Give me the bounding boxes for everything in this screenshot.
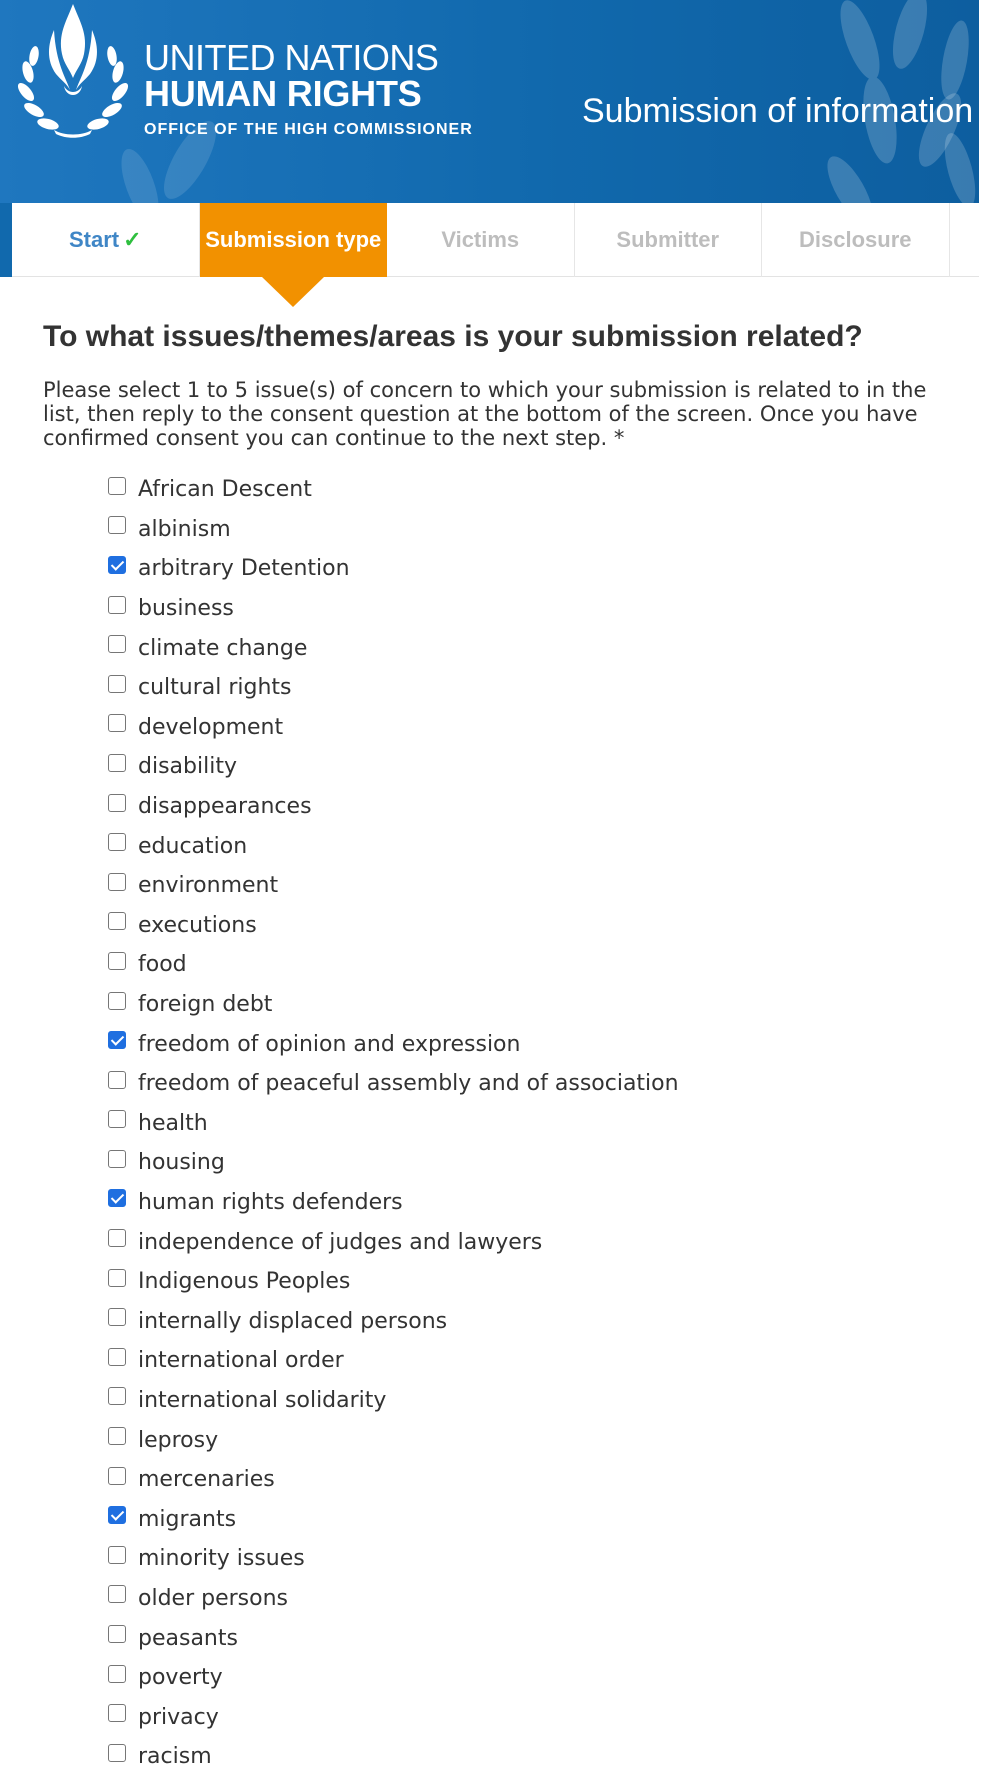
issue-option[interactable] [108,1301,968,1341]
question-heading: To what issues/themes/areas is your submission related? [43,320,863,353]
issue-checkbox[interactable] [108,1308,126,1326]
issue-label[interactable]: foreign debt [138,992,273,1018]
issue-checkbox[interactable] [108,1269,126,1287]
issue-checkbox[interactable] [108,1348,126,1366]
instructions-text: Please select 1 to 5 issue(s) of concern to which your submission is related to in the list, then reply to the consent question at the bottom of the screen. Once you have confirmed consent you can continue to the next step. * [43,378,927,450]
issue-label[interactable]: development [138,714,284,740]
issue-checkbox[interactable] [108,1625,126,1643]
issue-checkbox[interactable] [108,1031,126,1049]
issue-checkbox[interactable] [108,1585,126,1603]
issue-label[interactable]: housing [138,1150,225,1176]
issue-label[interactable]: migrants [138,1506,237,1532]
issue-checkbox[interactable] [108,754,126,772]
issue-label[interactable]: independence of judges and lawyers [138,1229,543,1255]
issue-checkbox[interactable] [108,992,126,1010]
issue-label[interactable]: minority issues [138,1546,305,1572]
tab-submission-type[interactable] [200,203,388,277]
issue-option[interactable] [108,628,968,668]
issue-option[interactable] [108,470,968,510]
issue-option[interactable] [108,1064,968,1104]
tab-label: Disclosure [799,227,912,252]
issue-label[interactable]: health [138,1110,208,1136]
issue-checkbox[interactable] [108,1704,126,1722]
issue-label[interactable]: disappearances [138,794,312,820]
tab-submitter[interactable] [575,203,763,277]
issue-checkbox[interactable] [108,912,126,930]
issue-label[interactable]: food [138,952,187,978]
issue-label[interactable]: business [138,596,234,622]
tab-label: Start [68,227,120,252]
issue-checkbox[interactable] [108,1150,126,1168]
issue-option[interactable] [108,906,968,946]
issue-label[interactable]: arbitrary Detention [138,556,350,582]
issue-checkbox[interactable] [108,714,126,732]
issue-checkbox[interactable] [108,556,126,574]
issue-option[interactable] [108,1341,968,1381]
issue-option[interactable] [108,589,968,629]
issue-checkbox[interactable] [108,1229,126,1247]
issue-checkbox[interactable] [108,1189,126,1207]
issue-label[interactable]: climate change [138,635,308,661]
issue-checkbox[interactable] [108,833,126,851]
issue-option[interactable] [108,1499,968,1539]
issue-option[interactable] [108,747,968,787]
logo-line-united-nations: UNITED NATIONS [144,37,439,78]
issue-option[interactable] [108,1143,968,1183]
issue-label[interactable]: cultural rights [138,675,292,701]
issue-option[interactable] [108,708,968,748]
issue-option[interactable] [108,1618,968,1658]
issue-checkbox[interactable] [108,1506,126,1524]
issue-checkbox[interactable] [108,635,126,653]
issue-option[interactable] [108,1460,968,1500]
logo-line-office: OFFICE OF THE HIGH COMMISSIONER [144,121,473,138]
issue-option[interactable] [108,826,968,866]
issue-option[interactable] [108,1024,968,1064]
issue-label[interactable]: peasants [138,1625,238,1651]
issue-checkbox[interactable] [108,1744,126,1762]
issue-label[interactable]: education [138,833,248,859]
issue-checkbox[interactable] [108,952,126,970]
issue-checkbox[interactable] [108,1427,126,1445]
issue-option[interactable] [108,668,968,708]
issue-option[interactable] [108,985,968,1025]
issue-option[interactable] [108,549,968,589]
wizard-steps [12,203,979,277]
issue-checkbox[interactable] [108,1071,126,1089]
issue-label[interactable]: racism [138,1744,212,1770]
issue-label[interactable]: environment [138,873,279,899]
issue-checkbox[interactable] [108,516,126,534]
issue-option[interactable] [108,1104,968,1144]
issue-label[interactable]: internally displaced persons [138,1308,448,1334]
issue-option[interactable] [108,510,968,550]
logo-line-human-rights: HUMAN RIGHTS [144,73,422,114]
issue-option[interactable] [108,1579,968,1619]
issue-label[interactable]: disability [138,754,237,780]
issue-option[interactable] [108,1697,968,1737]
issue-checkbox-list [108,470,968,1777]
issue-checkbox[interactable] [108,873,126,891]
issue-option[interactable] [108,1420,968,1460]
issue-option[interactable] [108,1737,968,1777]
issue-label[interactable]: freedom of opinion and expression [138,1031,521,1057]
issue-checkbox[interactable] [108,596,126,614]
issue-checkbox[interactable] [108,1387,126,1405]
tab-label: Victims [441,227,520,252]
issue-label[interactable]: African Descent [138,477,312,503]
issue-label[interactable]: international order [138,1348,344,1374]
issue-label[interactable]: Indigenous Peoples [138,1269,351,1295]
issue-label[interactable]: albinism [138,516,231,542]
issue-option[interactable] [108,1381,968,1421]
issue-label[interactable]: privacy [138,1704,219,1730]
issue-checkbox[interactable] [108,1665,126,1683]
issue-option[interactable] [108,1539,968,1579]
issue-checkbox[interactable] [108,675,126,693]
issue-option[interactable] [108,1183,968,1223]
issue-checkbox[interactable] [108,477,126,495]
site-header [0,0,979,203]
issue-option[interactable] [108,1658,968,1698]
tab-start[interactable] [12,203,200,277]
issue-option[interactable] [108,1222,968,1262]
issue-label[interactable]: mercenaries [138,1467,275,1493]
un-human-rights-emblem-icon [14,0,132,140]
issue-checkbox[interactable] [108,1110,126,1128]
issue-label[interactable]: leprosy [138,1427,219,1453]
tab-label: Submitter [616,227,720,252]
checkmark-icon: ✓ [123,227,142,252]
issue-checkbox[interactable] [108,794,126,812]
tab-victims[interactable] [387,203,575,277]
tab-label: Submission type [205,227,382,252]
issue-label[interactable]: international solidarity [138,1387,387,1413]
issue-option[interactable] [108,787,968,827]
issue-option[interactable] [108,866,968,906]
page-title: Submission of information [582,92,974,130]
issue-option[interactable] [108,945,968,985]
issue-checkbox[interactable] [108,1467,126,1485]
issue-label[interactable]: freedom of peaceful assembly and of association [138,1071,679,1097]
issue-checkbox[interactable] [108,1546,126,1564]
issue-label[interactable]: older persons [138,1585,288,1611]
tab-disclosure[interactable] [762,203,950,277]
organization-logo-text [144,37,473,142]
issue-label[interactable]: human rights defenders [138,1189,403,1215]
issue-option[interactable] [108,1262,968,1302]
issue-label[interactable]: executions [138,912,257,938]
issue-label[interactable]: poverty [138,1665,223,1691]
